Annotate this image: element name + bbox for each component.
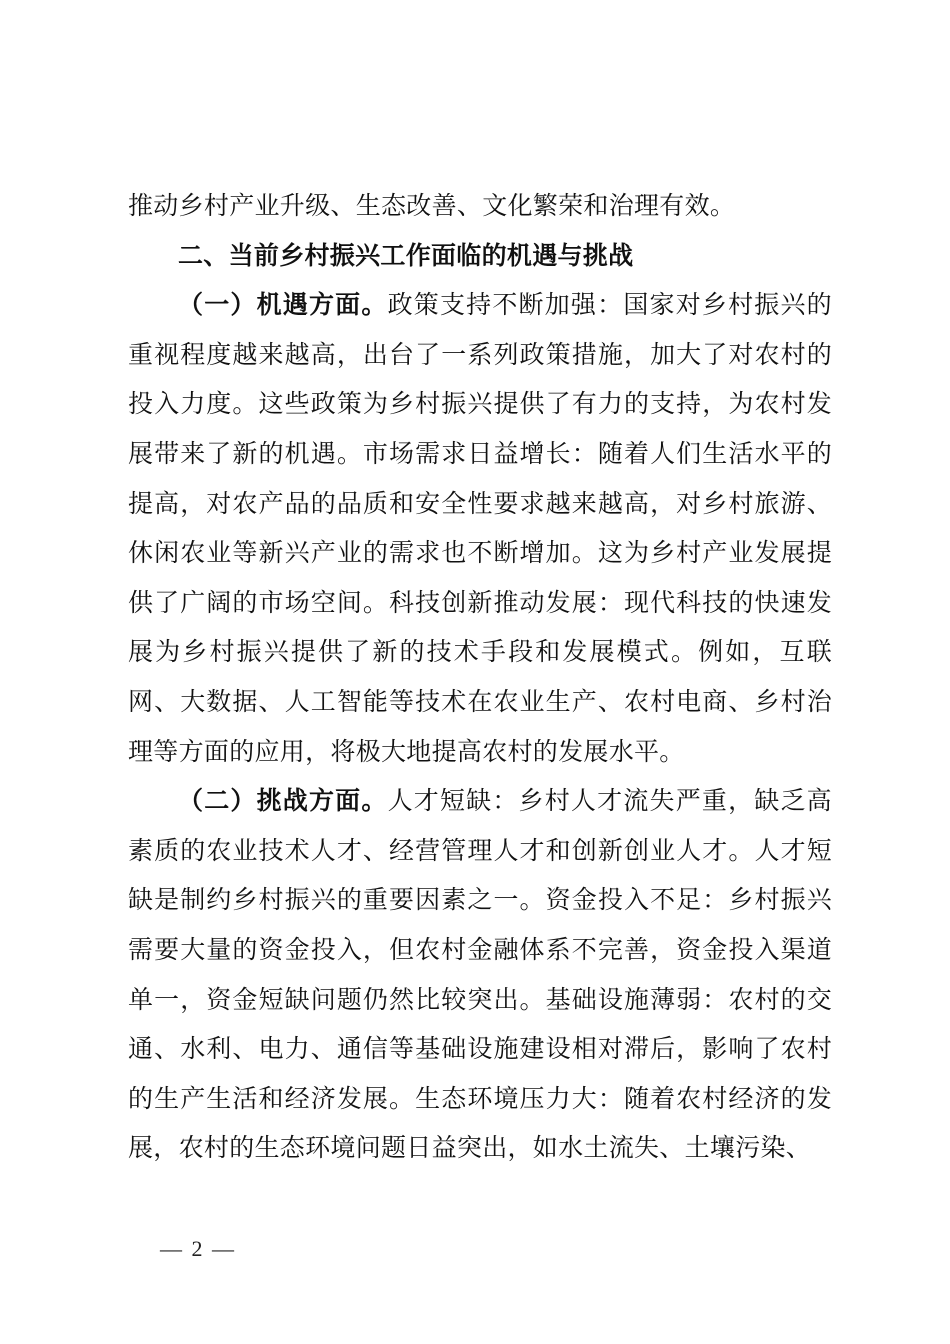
paragraph-challenges — [128, 776, 832, 1173]
paragraph-opportunities — [128, 280, 832, 776]
section-heading: 二、当前乡村振兴工作面临的机遇与挑战 — [178, 240, 634, 270]
paragraph-opportunities-body: 政策支持不断加强：国家对乡村振兴的重视程度越来越高，出台了一系列政策措施，加大了对农村的投入力度。这些政策为乡村振兴提供了有力的支持，为农村发展带来了新的机遇。市场需求日益增长：随着人们生活水平的提高，对农产品的品质和安全性要求越来越高，对乡村旅游、休闲农业等新兴产业的需求也不断增加。这为乡村产业发展提供了广阔的市场空间。科技创新推动发展：现代科技的快速发展为乡村振兴提供了新的技术手段和发展模式。例如，互联网、大数据、人工智能等技术在农业生产、农村电商、乡村治理等方面的应用，将极大地提高农村的发展水平。 — [128, 290, 832, 766]
paragraph-continuation: 推动乡村产业升级、生态改善、文化繁荣和治理有效。 — [128, 191, 736, 220]
document-body — [128, 181, 832, 1173]
page-number: — 2 — — [160, 1236, 236, 1261]
paragraph-challenges-body: 人才短缺：乡村人才流失严重，缺乏高素质的农业技术人才、经营管理人才和创新创业人才。人才短缺是制约乡村振兴的重要因素之一。资金投入不足：乡村振兴需要大量的资金投入，但农村金融体系不完善，资金投入渠道单一，资金短缺问题仍然比较突出。基础设施薄弱：农村的交通、水利、电力、通信等基础设施建设相对滞后，影响了农村的生产生活和经济发展。生态环境压力大：随着农村经济的发展，农村的生态环境问题日益突出，如水土流失、土壤污染、 — [128, 786, 832, 1163]
paragraph-challenges-lead: （二）挑战方面。 — [178, 786, 388, 816]
paragraph-opportunities-lead: （一）机遇方面。 — [178, 290, 388, 320]
